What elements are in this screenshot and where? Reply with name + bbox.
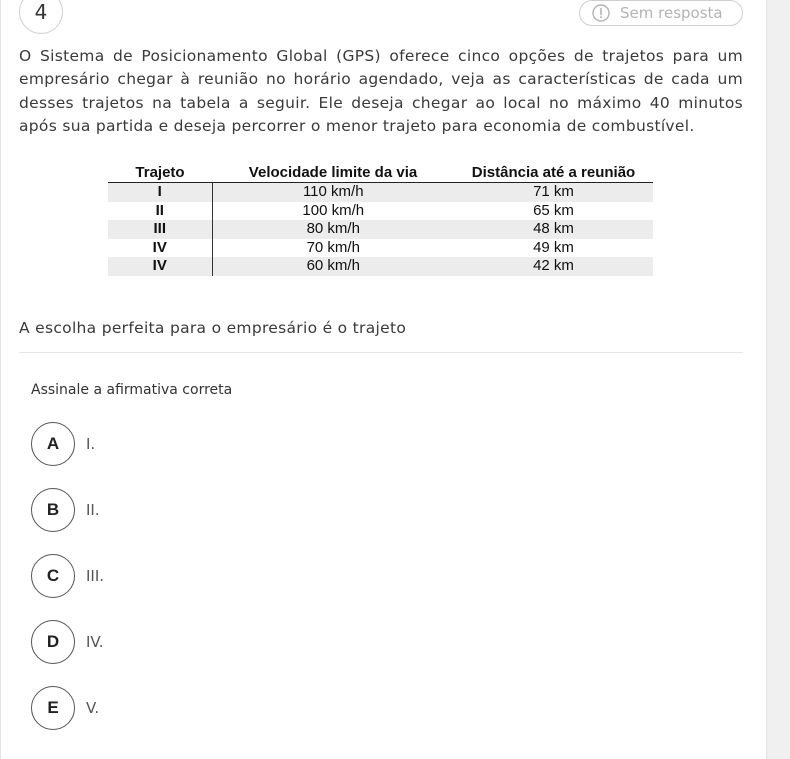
table-cell-speed: 100 km/h [302, 201, 365, 219]
option-text[interactable]: II. [86, 501, 100, 519]
table-cell-route: IV [108, 257, 212, 276]
table-cell-speed: 110 km/h [212, 183, 454, 202]
table-cell-speed: 70 km/h [306, 238, 360, 256]
table-header-cell: Trajeto [108, 164, 212, 183]
table-row [108, 257, 653, 276]
option-text[interactable]: V. [86, 699, 100, 717]
answer-instruction: Assinale a afirmativa correta [31, 382, 233, 398]
table-cell-distance: 71 km [454, 183, 653, 202]
option-text[interactable]: I. [86, 435, 96, 453]
table-cell-distance: 65 km [533, 201, 574, 219]
option-text[interactable]: IV. [86, 633, 104, 651]
table-header-cell: Distância até a reunião [454, 164, 653, 183]
table-row [108, 239, 653, 258]
section-divider [19, 352, 743, 353]
option-c[interactable] [31, 554, 104, 598]
table-cell-speed: 60 km/h [212, 257, 454, 276]
option-letter[interactable]: B [31, 488, 75, 532]
table-cell-route: IV [108, 239, 212, 258]
option-a[interactable] [31, 422, 95, 466]
exclamation-circle-icon [592, 4, 610, 22]
option-letter[interactable]: A [31, 422, 75, 466]
table-cell-speed: 80 km/h [212, 220, 454, 239]
table-cell-route: III [108, 220, 212, 239]
answer-status-badge [579, 0, 743, 26]
table-row [108, 183, 653, 202]
option-letter[interactable]: D [31, 620, 75, 664]
table-cell-distance: 49 km [533, 238, 574, 256]
option-e[interactable] [31, 686, 99, 730]
option-letter[interactable]: E [31, 686, 75, 730]
option-letter[interactable]: C [31, 554, 75, 598]
question-statement: O Sistema de Posicionamento Global (GPS) oferece cinco opções de trajetos para um empresário chegar à reunião no horário agendado, veja as características de cada um desses trajetos na tabela a seguir. Ele deseja chegar ao local no máximo 40 minutos após sua partida e deseja percorrer o menor trajeto para economia de combustível. [19, 47, 743, 135]
table-cell-distance: 42 km [454, 257, 653, 276]
option-d[interactable] [31, 620, 104, 664]
table-cell-distance: 48 km [454, 220, 653, 239]
table-cell-route: I [108, 183, 212, 202]
table-cell-route: II [108, 202, 212, 221]
option-b[interactable] [31, 488, 100, 532]
option-text[interactable]: III. [86, 567, 105, 585]
table-header-row [108, 164, 653, 183]
question-prompt: A escolha perfeita para o empresário é o trajeto [19, 319, 407, 337]
question-number: 4 [19, 0, 63, 34]
table-header-cell: Velocidade limite da via [212, 164, 454, 183]
table-row [108, 202, 653, 221]
status-label: Sem resposta [620, 4, 723, 22]
table-row [108, 220, 653, 239]
routes-table [108, 164, 653, 276]
